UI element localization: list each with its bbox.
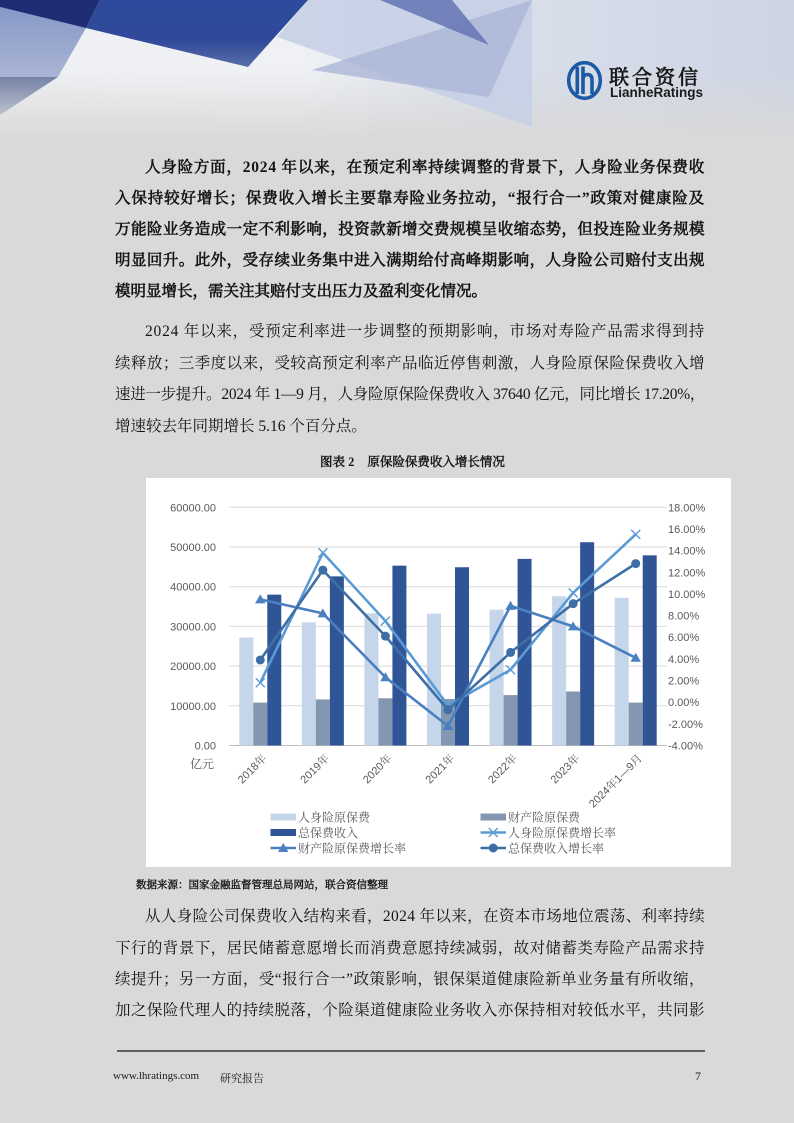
- line-text: 从人身险公司保费收入结构来看，2024 年以来，在资本市场地位震荡、利率持续: [145, 908, 705, 926]
- paragraph-line: [115, 348, 705, 380]
- x-axis-tick-label: 2023年: [548, 752, 583, 787]
- paragraph-line: [115, 276, 705, 307]
- x-axis-tick-label: 2018年: [235, 752, 270, 787]
- legend-swatch: [271, 814, 297, 821]
- circle-marker-icon: [569, 599, 578, 608]
- paragraph-line: [115, 933, 705, 964]
- line-text: 续释放；三季度以来，受较高预定利率产品临近停售刺激，人身险原保险保费收入增: [115, 354, 705, 372]
- paragraph-premium-structure: [115, 901, 705, 1026]
- right-axis-tick-label: 12.00%: [668, 567, 706, 580]
- right-axis-tick-label: 16.00%: [668, 523, 706, 536]
- circle-marker-icon: [256, 655, 265, 664]
- figure-title: 原保险保费收入增长情况: [367, 455, 505, 469]
- footer-divider: [117, 1050, 705, 1052]
- paragraph-premium-growth: [115, 316, 705, 442]
- paragraph-line: [115, 316, 705, 348]
- bar: [504, 695, 518, 745]
- legend-swatch: [271, 829, 297, 836]
- right-axis-tick-label: 8.00%: [668, 610, 700, 623]
- left-axis-tick-label: 10000.00: [170, 700, 216, 713]
- line-text: 速进一步提升。2024 年 1—9 月，人身险原保险保费收入 37640 亿元，同比增长 17.20%，: [115, 386, 705, 404]
- paragraph-line: [115, 152, 705, 183]
- bar: [330, 576, 344, 745]
- logo-name-cn: 联合资信: [609, 65, 701, 89]
- bar: [643, 555, 657, 745]
- line-text: 增速较去年同期增长 5.16 个百分点。: [115, 417, 367, 435]
- bar: [378, 698, 392, 745]
- left-axis-tick-label: 0.00: [194, 740, 216, 753]
- bar: [566, 692, 580, 746]
- page-number: 7: [695, 1069, 701, 1083]
- circle-marker-icon: [318, 566, 327, 575]
- paragraph-line: [115, 214, 705, 245]
- right-axis-tick-label: 6.00%: [668, 632, 700, 645]
- footer-report-type: 研究报告: [220, 1073, 264, 1085]
- paragraph-line: [115, 245, 705, 276]
- legend-swatch: [481, 814, 507, 821]
- right-axis-tick-label: -2.00%: [668, 718, 703, 731]
- x-marker-icon: [256, 678, 265, 687]
- chart-legend: [271, 810, 617, 856]
- page-header: [0, 0, 794, 140]
- header-shape-royal: [86, 0, 308, 67]
- lh-circle-logo-icon: [566, 60, 603, 101]
- bar: [316, 699, 330, 745]
- right-axis-tick-label: 14.00%: [668, 545, 706, 558]
- growth-line: [260, 534, 635, 705]
- line-text: 2024 年以来，受预定利率进一步调整的预期影响，市场对寿险产品需求得到持: [145, 323, 705, 341]
- line-text: 续提升；另一方面，受“报行合一”政策影响，银保渠道健康险新单业务量有所收缩，: [115, 970, 705, 988]
- figure-label: 图表 2: [320, 455, 355, 469]
- x-axis-tick-label: 2021年: [423, 752, 458, 787]
- line-text: 万能险业务造成一定不利影响，投资款新增交费规模呈收缩态势，但投连险业务规模: [115, 220, 705, 238]
- right-axis-tick-label: 2.00%: [668, 675, 700, 688]
- bar: [239, 638, 253, 746]
- paragraph-line: [115, 995, 705, 1026]
- legend-item: [481, 825, 617, 840]
- x-axis-tick-label: 2024年1—9月: [587, 752, 645, 811]
- premium-growth-chart: [146, 478, 731, 867]
- left-axis-tick-label: 30000.00: [170, 621, 216, 634]
- legend-item: [271, 810, 372, 825]
- right-axis-tick-label: 10.00%: [668, 588, 706, 601]
- paragraph-line: [115, 379, 705, 411]
- line-text: 下行的背景下，居民储蓄意愿增长而消费意愿持续减弱，故对储蓄类寿险产品需求持: [115, 939, 705, 957]
- left-axis-tick-label: 20000.00: [170, 661, 216, 674]
- paragraph-line: [115, 901, 705, 932]
- bar: [615, 598, 629, 746]
- circle-marker-icon: [631, 559, 640, 568]
- x-marker-icon: [318, 548, 327, 557]
- paragraph-life-insurance-overview: [115, 152, 705, 307]
- right-axis-tick-label: -4.00%: [668, 740, 703, 753]
- bar: [580, 542, 594, 745]
- line-text: 人身险方面，2024 年以来，在预定利率持续调整的背景下，人身险业务保费收: [145, 158, 705, 176]
- x-marker-icon: [381, 616, 390, 625]
- legend-item: [271, 825, 359, 840]
- circle-marker-icon: [381, 632, 390, 641]
- x-axis-tick-label: 2022年: [486, 752, 520, 787]
- bar: [267, 595, 281, 746]
- legend-label: 总保费收入增长率: [508, 841, 605, 856]
- legend-label: 人身险原保费增长率: [508, 826, 617, 840]
- bar: [302, 622, 316, 745]
- legend-item: [481, 810, 582, 825]
- figure-source: 数据来源：国家金融监督管理总局网站，联合资信整理: [136, 880, 388, 891]
- right-axis-tick-label: 18.00%: [668, 502, 706, 515]
- paragraph-line: [115, 411, 705, 443]
- bar: [455, 567, 469, 745]
- circle-marker-icon: [506, 648, 515, 657]
- x-marker-icon: [631, 530, 640, 539]
- figure-caption: [320, 452, 505, 470]
- line-text: 模明显增长，需关注其赔付支出压力及盈利变化情况。: [115, 282, 488, 300]
- bar: [253, 703, 267, 746]
- paragraph-line: [115, 183, 705, 214]
- y-axis-unit-label: 亿元: [189, 757, 214, 771]
- line-text: 明显回升。此外，受存续业务集中进入满期给付高峰期影响，人身险公司赔付支出规: [115, 251, 705, 269]
- legend-item: [481, 841, 605, 856]
- legend-label: 财产险原保费: [508, 810, 581, 825]
- circle-marker-icon: [444, 705, 453, 714]
- bar: [629, 703, 643, 746]
- footer-website: www.lhratings.com: [113, 1070, 200, 1082]
- chart-canvas: [146, 478, 731, 867]
- legend-item: [271, 841, 407, 856]
- logo-name-en: LianheRatings: [610, 85, 704, 100]
- legend-label: 财产险原保费增长率: [298, 841, 407, 856]
- circle-marker-icon: [489, 844, 498, 853]
- x-axis-tick-label: 2020年: [360, 752, 395, 787]
- x-axis-tick-label: 2019年: [298, 752, 332, 787]
- triangle-marker-icon: [505, 601, 515, 610]
- legend-label: 总保费收入: [298, 826, 359, 840]
- left-axis-tick-label: 50000.00: [170, 542, 216, 554]
- header-shape-left-grey: [0, 77, 58, 115]
- company-logo: [566, 60, 716, 102]
- right-axis-tick-label: 4.00%: [668, 653, 700, 666]
- bar: [364, 613, 378, 745]
- x-marker-icon: [569, 588, 578, 597]
- right-axis-tick-label: 0.00%: [668, 697, 700, 710]
- line-text: 入保持较好增长；保费收入增长主要靠寿险业务拉动，“报行合一”政策对健康险及: [115, 189, 705, 207]
- left-axis-tick-label: 40000.00: [170, 581, 216, 594]
- bar: [392, 566, 406, 746]
- line-text: 加之保险代理人的持续脱落，个险渠道健康险业务收入亦保持相对较低水平，共同影: [115, 1002, 705, 1020]
- left-axis-tick-label: 60000.00: [170, 502, 216, 515]
- paragraph-line: [115, 964, 705, 995]
- legend-label: 人身险原保费: [298, 810, 371, 825]
